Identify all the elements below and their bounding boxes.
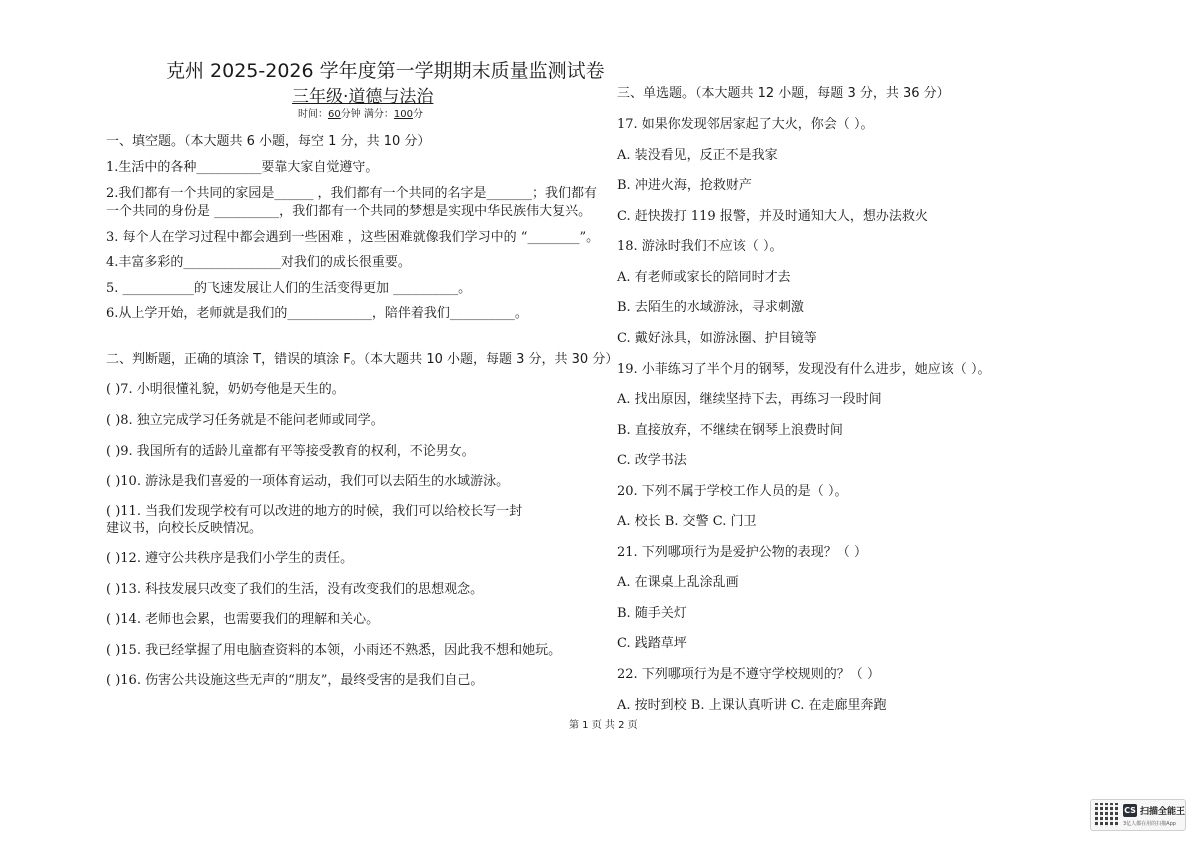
judgement-item: ( )15. 我已经掌握了用电脑查资料的本领，小雨还不熟悉，因此我不想和她玩。 (106, 643, 562, 658)
score-unit: 分 (413, 109, 424, 120)
mc-option: B. 随手关灯 (617, 606, 687, 621)
mc-question: 19. 小菲练习了半个月的钢琴，发现没有什么进步，她应该（ ）。 (617, 362, 991, 377)
mc-option: C. 改学书法 (617, 453, 687, 468)
judgement-item: ( )10. 游泳是我们喜爱的一项体育运动，我们可以去陌生的水域游泳。 (106, 474, 510, 489)
exam-meta (298, 105, 423, 120)
judgement-item-continuation: 建议书，向校长反映情况。 (106, 521, 263, 536)
mc-option: A. 校长 B. 交警 C. 门卫 (617, 514, 757, 529)
judgement-item: ( )12. 遵守公共秩序是我们小学生的责任。 (106, 551, 354, 566)
mc-question: 22. 下列哪项行为是不遵守学校规则的？（ ） (617, 667, 880, 682)
judgement-item: ( )8. 独立完成学习任务就是不能问老师或同学。 (106, 413, 384, 428)
judgement-item: ( )9. 我国所有的适龄儿童都有平等接受教育的权利，不论男女。 (106, 444, 475, 459)
mc-option: A. 装没看见，反正不是我家 (617, 148, 778, 163)
exam-subtitle: 三年级·道德与法治 (292, 87, 434, 107)
mc-option: C. 赶快拨打 119 报警，并及时通知大人，想办法救火 (617, 209, 928, 224)
mc-option: B. 直接放弃，不继续在钢琴上浪费时间 (617, 423, 843, 438)
question-line: 一个共同的身份是 __________，我们都有一个共同的梦想是实现中华民族伟大复兴。 (106, 204, 592, 219)
mc-question: 21. 下列哪项行为是爱护公物的表现？（ ） (617, 545, 867, 560)
mc-option: A. 找出原因，继续坚持下去，再练习一段时间 (617, 392, 882, 407)
mc-option: C. 戴好泳具，如游泳圈、护目镜等 (617, 331, 817, 346)
judgement-item: ( )13. 科技发展只改变了我们的生活，没有改变我们的思想观念。 (106, 582, 484, 597)
mc-question: 20. 下列不属于学校工作人员的是（ ）。 (617, 484, 848, 499)
mc-option: A. 在课桌上乱涂乱画 (617, 575, 739, 590)
qr-code-icon (1095, 803, 1119, 827)
scanner-watermark (1090, 799, 1186, 831)
question-line: 5. ___________的飞速发展让人们的生活变得更加 __________。 (106, 281, 472, 296)
time-unit: 分钟 满分： (340, 109, 394, 120)
mc-option: A. 有老师或家长的陪同时才去 (617, 270, 791, 285)
time-label: 时间： (298, 109, 328, 120)
question-line: 3. 每个人在学习过程中都会遇到一些困难 ，这些困难就像我们学习中的 “________”。 (106, 230, 600, 245)
question-line: 4.丰富多彩的_______________对我们的成长很重要。 (106, 255, 411, 270)
section-2-heading: 二、判断题，正确的填涂 T，错误的填涂 F。（本大题共 10 小题，每题 3 分，共 30 分） (106, 352, 619, 367)
mc-option: C. 践踏草坪 (617, 636, 687, 651)
question-line: 2.我们都有一个共同的家园是______ ，我们都有一个共同的名字是_______；我们都有 (106, 186, 598, 201)
watermark-app-name: 扫描全能王 (1140, 807, 1186, 817)
question-line: 1.生活中的各种__________要靠大家自觉遵守。 (106, 160, 379, 175)
judgement-item: ( )14. 老师也会累，也需要我们的理解和关心。 (106, 612, 380, 627)
mc-option: B. 冲进火海，抢救财产 (617, 178, 752, 193)
mc-option: B. 去陌生的水域游泳，寻求刺激 (617, 300, 804, 315)
camscanner-logo-icon: CS (1124, 806, 1136, 815)
question-line: 6.从上学开始，老师就是我们的_____________，陪伴着我们__________。 (106, 306, 528, 321)
judgement-item: ( )16. 伤害公共设施这些无声的“朋友”，最终受害的是我们自己。 (106, 673, 484, 688)
mc-question: 17. 如果你发现邻居家起了大火，你会（ ）。 (617, 117, 874, 132)
judgement-item: ( )7. 小明很懂礼貌，奶奶夸他是天生的。 (106, 382, 345, 397)
score-value: 100 (393, 109, 414, 120)
mc-option: A. 按时到校 B. 上课认真听讲 C. 在走廊里奔跑 (617, 698, 887, 713)
judgement-item: ( )11. 当我们发现学校有可以改进的地方的时候，我们可以给校长写一封 (106, 504, 523, 519)
exam-title: 克州 2025-2026 学年度第一学期期末质量监测试卷 (166, 60, 605, 82)
watermark-tagline: 3亿人都在用的扫描App (1123, 821, 1176, 827)
page-number: 第 1 页 共 2 页 (569, 720, 638, 731)
section-1-heading: 一、填空题。（本大题共 6 小题，每空 1 分，共 10 分） (106, 134, 431, 149)
time-value: 60 (328, 109, 341, 120)
section-3-heading: 三、单选题。（本大题共 12 小题，每题 3 分，共 36 分） (617, 86, 950, 101)
mc-question: 18. 游泳时我们不应该（ ）。 (617, 239, 783, 254)
